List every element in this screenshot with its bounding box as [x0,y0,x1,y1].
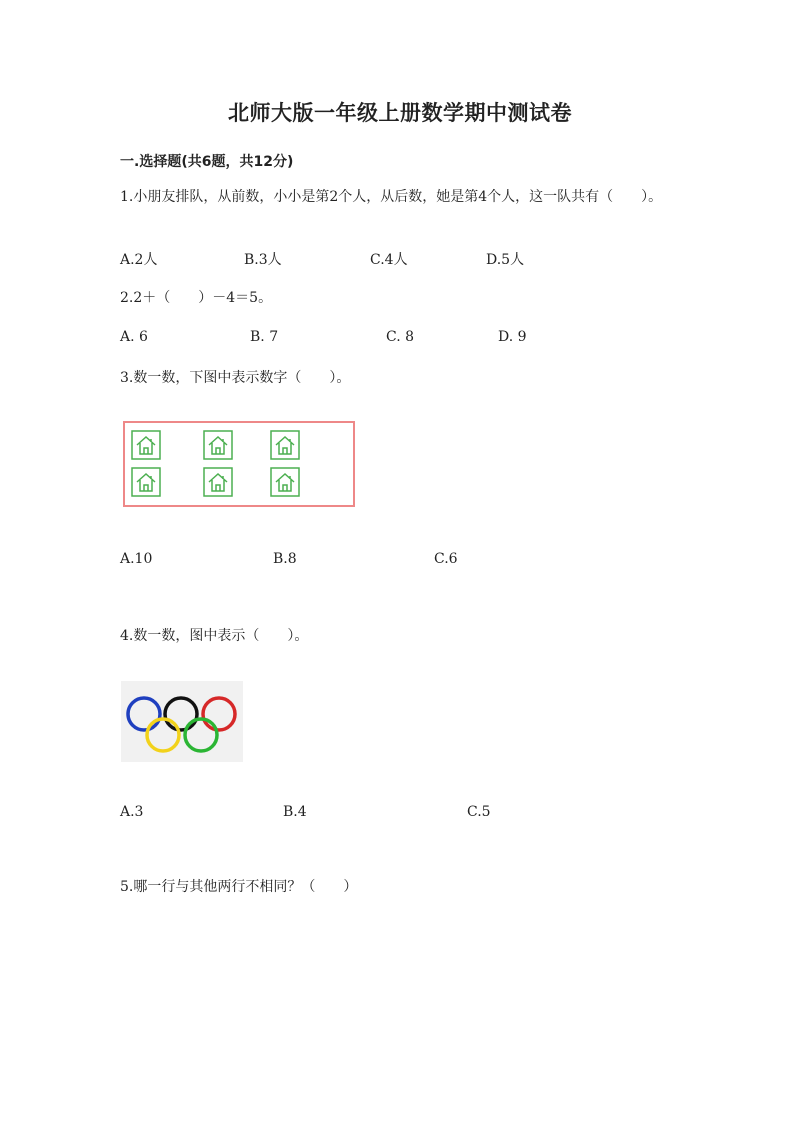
option-a[interactable]: A.10 [120,551,153,567]
section-heading: 一.选择题(共6题，共12分) [120,154,294,170]
house-icon [203,467,233,497]
option-c[interactable]: C. 8 [386,329,415,345]
house-icon [270,467,300,497]
option-d[interactable]: D.5人 [486,252,525,268]
page-title: 北师大版一年级上册数学期中测试卷 [228,101,572,125]
question-1: 1.小朋友排队，从前数，小小是第2个人，从后数，她是第4个人，这一队共有（ ）。 [120,189,663,205]
house-icon [131,467,161,497]
olympic-rings-picture [121,681,243,762]
option-d[interactable]: D. 9 [498,329,527,345]
house-icon [203,430,233,460]
option-a[interactable]: A.2人 [120,252,158,268]
option-a[interactable]: A. 6 [120,329,148,345]
house-icon [131,430,161,460]
question-1-options [120,249,680,269]
house-icon [270,430,300,460]
question-3: 3.数一数，下图中表示数字（ ）。 [120,370,351,386]
option-b[interactable]: B.8 [273,551,297,567]
option-c[interactable]: C.4人 [370,252,408,268]
option-a[interactable]: A.3 [120,804,144,820]
question-4: 4.数一数，图中表示（ ）。 [120,628,309,644]
question-2: 2.2＋（ ）－4＝5。 [120,290,273,306]
option-b[interactable]: B. 7 [250,329,279,345]
question-3-options [120,551,680,571]
question-4-options [120,804,680,824]
option-b[interactable]: B.3人 [244,252,282,268]
houses-picture-box [123,421,355,507]
option-c[interactable]: C.5 [467,804,491,820]
option-b[interactable]: B.4 [283,804,307,820]
question-5: 5.哪一行与其他两行不相同？（ ） [120,879,358,895]
question-2-options [120,329,680,349]
option-c[interactable]: C.6 [434,551,458,567]
